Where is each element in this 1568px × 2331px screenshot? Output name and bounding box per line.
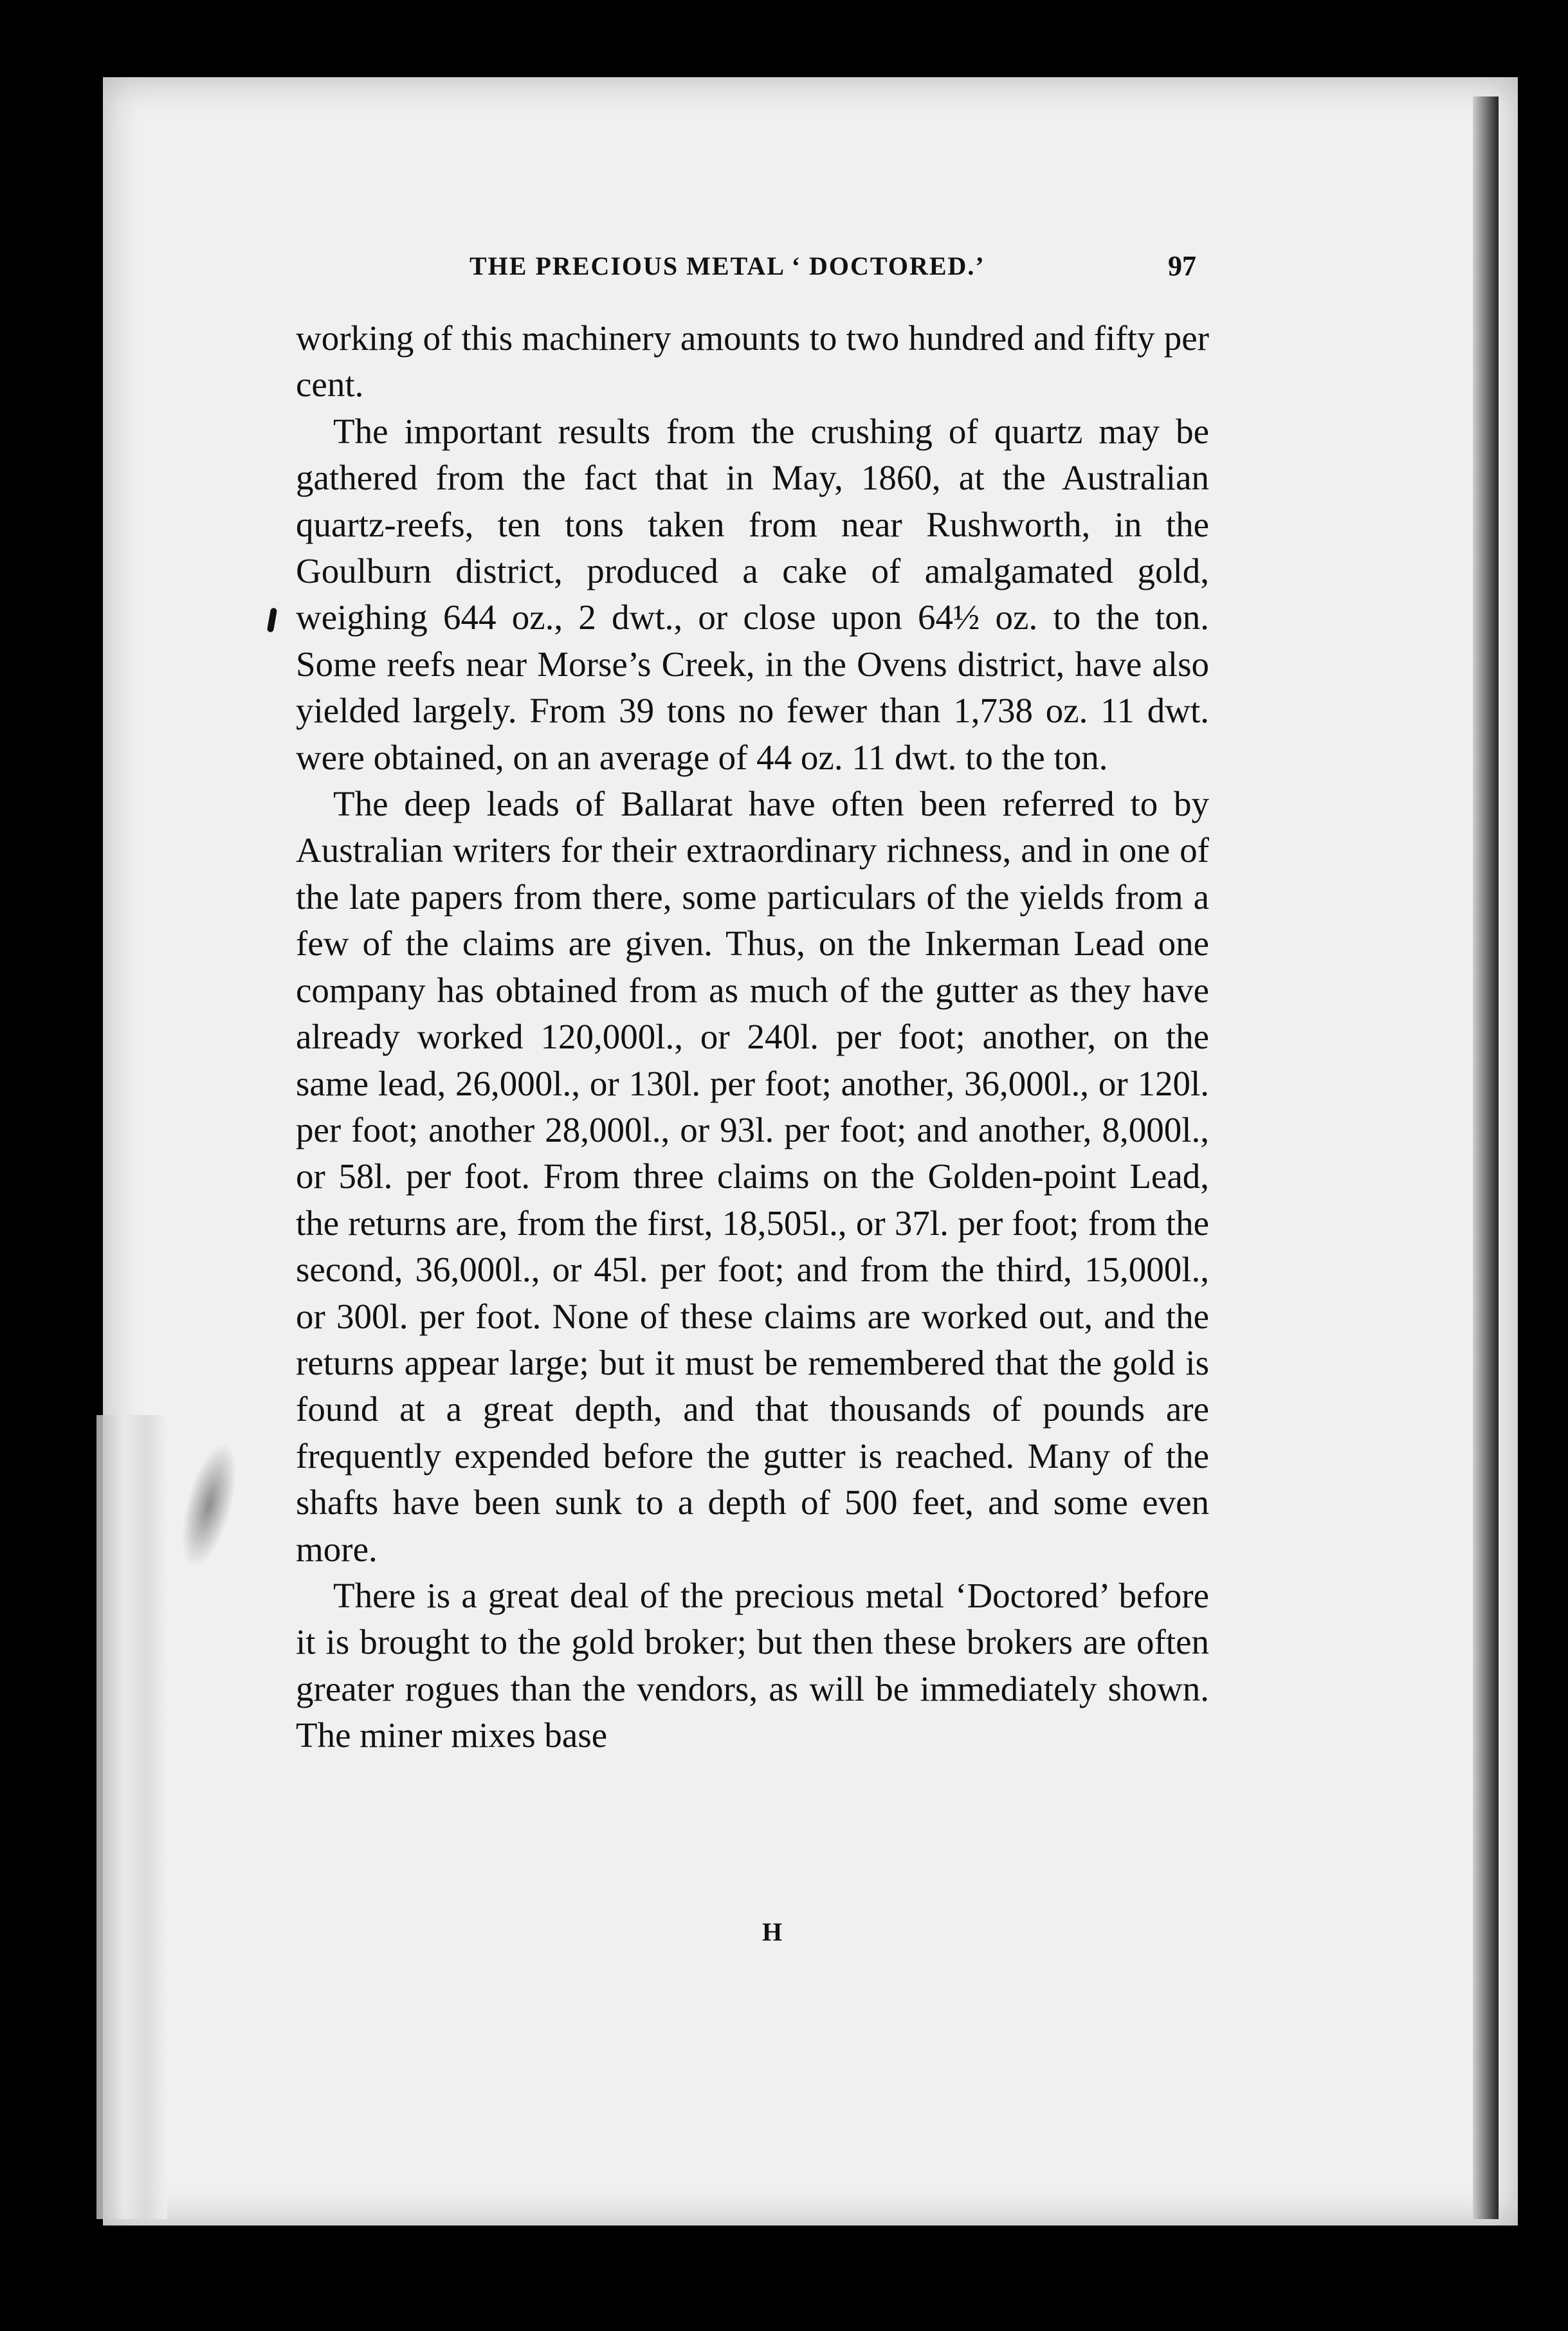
body-text: [296, 315, 1209, 1759]
paragraph-doctored-metal: There is a great deal of the precious metal ‘Doctored’ before it is brought to the gold broker; but then these brokers are often greater rogues than the vendors, as will be immediately shown. The miner mixes base: [296, 1575, 1209, 1755]
running-title: THE PRECIOUS METAL ‘ DOCTORED.’: [469, 251, 985, 280]
binding-shadow: [96, 1415, 167, 2219]
paragraph-quartz-results: The important results from the crushing of quartz may be gathered from the fact that in May, 1860, at the Australian quartz-reefs, ten tons taken from near Rushworth, in the Goulburn district, produced a cake of amalgamated gold, weighing 644 oz., 2 dwt., or close upon 64½ oz. to the ton. Some reefs near Morse’s Creek, in the Ovens district, have also yielded largely. From 39 tons no fewer than 1,738 oz. 11 dwt. were obtained, on an average of 44 oz. 11 dwt. to the ton.: [296, 411, 1209, 777]
page-header: [296, 244, 1196, 296]
paragraph-continuation: working of this machinery amounts to two hundred and fifty per cent.: [296, 318, 1209, 405]
signature-mark: H: [762, 1917, 783, 1946]
paragraph-ballarat-leads: The deep leads of Ballarat have often been referred to by Australian writers for their extraordinary richness, and in one of the late papers from there, some particulars of the yields from a few of the claims are given. Thus, on the Inkerman Lead one company has obtained from as much of the gutter as they have already worked 120,000l., or 240l. per foot; another, on the same lead, 26,000l., or 130l. per foot; another, 36,000l., or 120l. per foot; another 28,000l., or 93l. per foot; and another, 8,000l., or 58l. per foot. From three claims on the Golden-point Lead, the returns are, from the first, 18,505l., or 37l. per foot; from the second, 36,000l., or 45l. per foot; and from the third, 15,000l., or 300l. per foot. None of these claims are worked out, and the returns appear large; but it must be remembered that the gold is found at a great depth, and that thousands of pounds are frequently expended before the gutter is reached. Many of the shafts have been sunk to a depth of 500 feet, and some even more.: [296, 784, 1209, 1569]
page-edge: [1473, 96, 1499, 2219]
page-number: 97: [1168, 250, 1196, 282]
